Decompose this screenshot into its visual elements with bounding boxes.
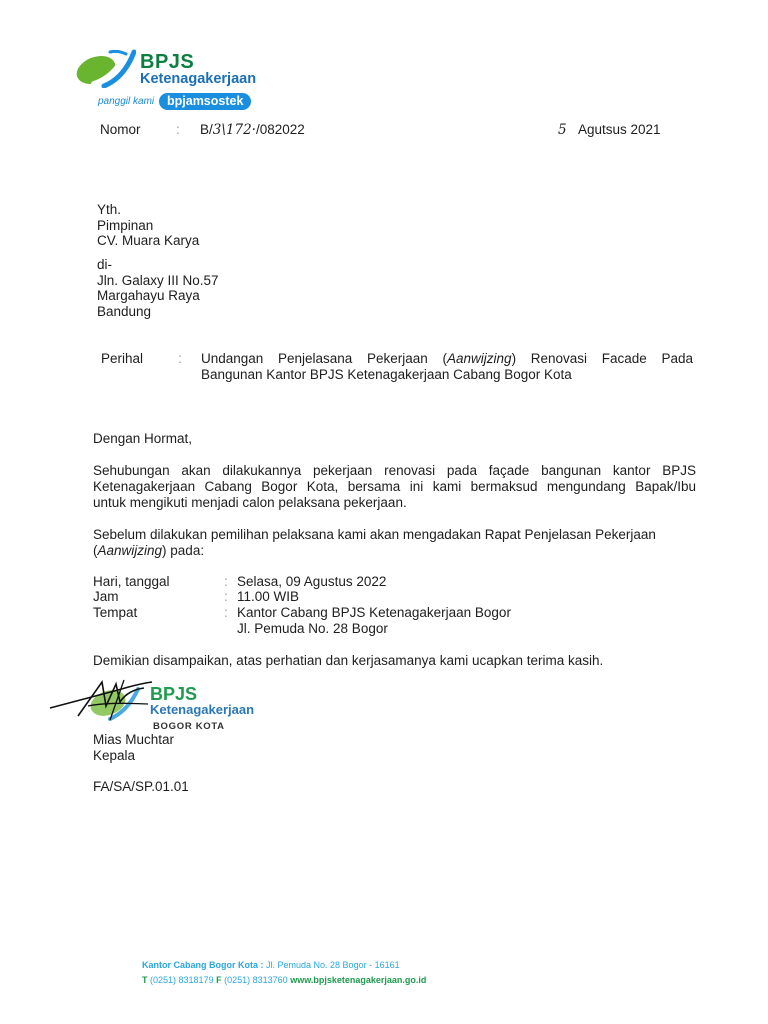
footer-phone-label: T — [142, 975, 148, 985]
reference-code: FA/SA/SP.01.01 — [93, 779, 189, 794]
logo-brand-text: BPJS — [140, 51, 195, 73]
detail-value: Kantor Cabang BPJS Ketenagakerjaan Bogor — [237, 605, 511, 620]
paragraph-line — [93, 543, 204, 559]
footer-office — [142, 960, 400, 970]
signatory-title: Kepala — [93, 748, 136, 763]
nomor-suffix: /082022 — [255, 122, 305, 137]
bpjs-logo-icon — [74, 44, 136, 88]
recipient-line: CV. Muara Karya — [97, 233, 200, 248]
perihal-italic: Aanwijzing — [447, 351, 512, 366]
letter-date: Agutsus 2021 — [578, 122, 661, 137]
paren-open: ( — [93, 543, 98, 558]
footer-contact — [142, 975, 426, 985]
logo-subtitle: Ketenagakerjaan — [140, 71, 257, 87]
footer-fax: (0251) 8313760 — [224, 975, 288, 985]
detail-value: 11.00 WIB — [237, 589, 300, 604]
nomor-prefix: B/ — [200, 122, 213, 137]
detail-label: Hari, tanggal — [93, 574, 170, 589]
perihal-colon: : — [178, 351, 182, 366]
logo-tagline: panggil kami — [98, 96, 155, 107]
recipient-line: Yth. — [97, 202, 122, 217]
stamp-brand: BPJS — [150, 684, 198, 704]
greeting: Dengan Hormat, — [93, 431, 193, 446]
detail-colon: : — [224, 589, 228, 604]
paragraph-line: Sehubungan akan dilakukannya pekerjaan renovasi pada façade bangunan kantor BPJS — [93, 463, 696, 478]
footer-phone: (0251) 8318179 — [150, 975, 214, 985]
nomor-handwritten: 3\172· — [212, 122, 256, 138]
perihal-line-1 — [201, 351, 693, 367]
stamp-city: BOGOR KOTA — [153, 721, 225, 732]
paragraph-line: Ketenagakerjaan Cabang Bogor Kota, bersama ini kami bermaksud mengundang Bapak/Ibu — [93, 479, 696, 494]
detail-label: Jam — [93, 589, 119, 604]
aanwijzing-italic: Aanwijzing — [97, 543, 163, 558]
detail-value-extra: Jl. Pemuda No. 28 Bogor — [237, 621, 388, 636]
paragraph-line: untuk mengikuti menjadi calon pelaksana pekerjaan. — [93, 495, 407, 510]
footer-fax-label: F — [216, 975, 222, 985]
perihal-text-a: Undangan Penjelasana Pekerjaan ( — [201, 351, 448, 366]
nomor-value — [200, 122, 305, 138]
paragraph-line: Sebelum dilakukan pemilihan pelaksana kami akan mengadakan Rapat Penjelasan Pekerjaan — [93, 527, 656, 542]
logo-pill: bpjamsostek — [159, 93, 251, 110]
closing-sentence: Demikian disampaikan, atas perhatian dan kerjasamanya kami ucapkan terima kasih. — [93, 653, 604, 668]
nomor-colon: : — [176, 122, 180, 137]
detail-colon: : — [224, 605, 228, 620]
footer-office-label: Kantor Cabang Bogor Kota : — [142, 960, 264, 970]
nomor-label: Nomor — [100, 122, 141, 137]
date-day-handwritten: 5 — [558, 122, 567, 138]
perihal-line-2: Bangunan Kantor BPJS Ketenagakerjaan Cabang Bogor Kota — [201, 367, 572, 382]
footer-website: www.bpjsketenagakerjaan.go.id — [290, 975, 427, 985]
detail-label: Tempat — [93, 605, 138, 620]
signatory-name: Mias Muchtar — [93, 732, 175, 747]
perihal-label: Perihal — [101, 351, 144, 366]
recipient-address-line: Jln. Galaxy III No.57 — [97, 273, 219, 288]
perihal-text-b: ) Renovasi Facade Pada — [511, 351, 693, 366]
recipient-address-line: Margahayu Raya — [97, 288, 200, 303]
recipient-address-line: Bandung — [97, 304, 152, 319]
recipient-line: Pimpinan — [97, 218, 154, 233]
detail-value: Selasa, 09 Agustus 2022 — [237, 574, 387, 589]
detail-colon: : — [224, 574, 228, 589]
handwritten-signature — [48, 676, 168, 726]
paren-close: ) pada: — [162, 543, 205, 558]
recipient-di: di- — [97, 257, 113, 272]
stamp-subtitle: Ketenagakerjaan — [150, 702, 255, 717]
footer-office-address: Jl. Pemuda No. 28 Bogor - 16161 — [266, 960, 400, 970]
